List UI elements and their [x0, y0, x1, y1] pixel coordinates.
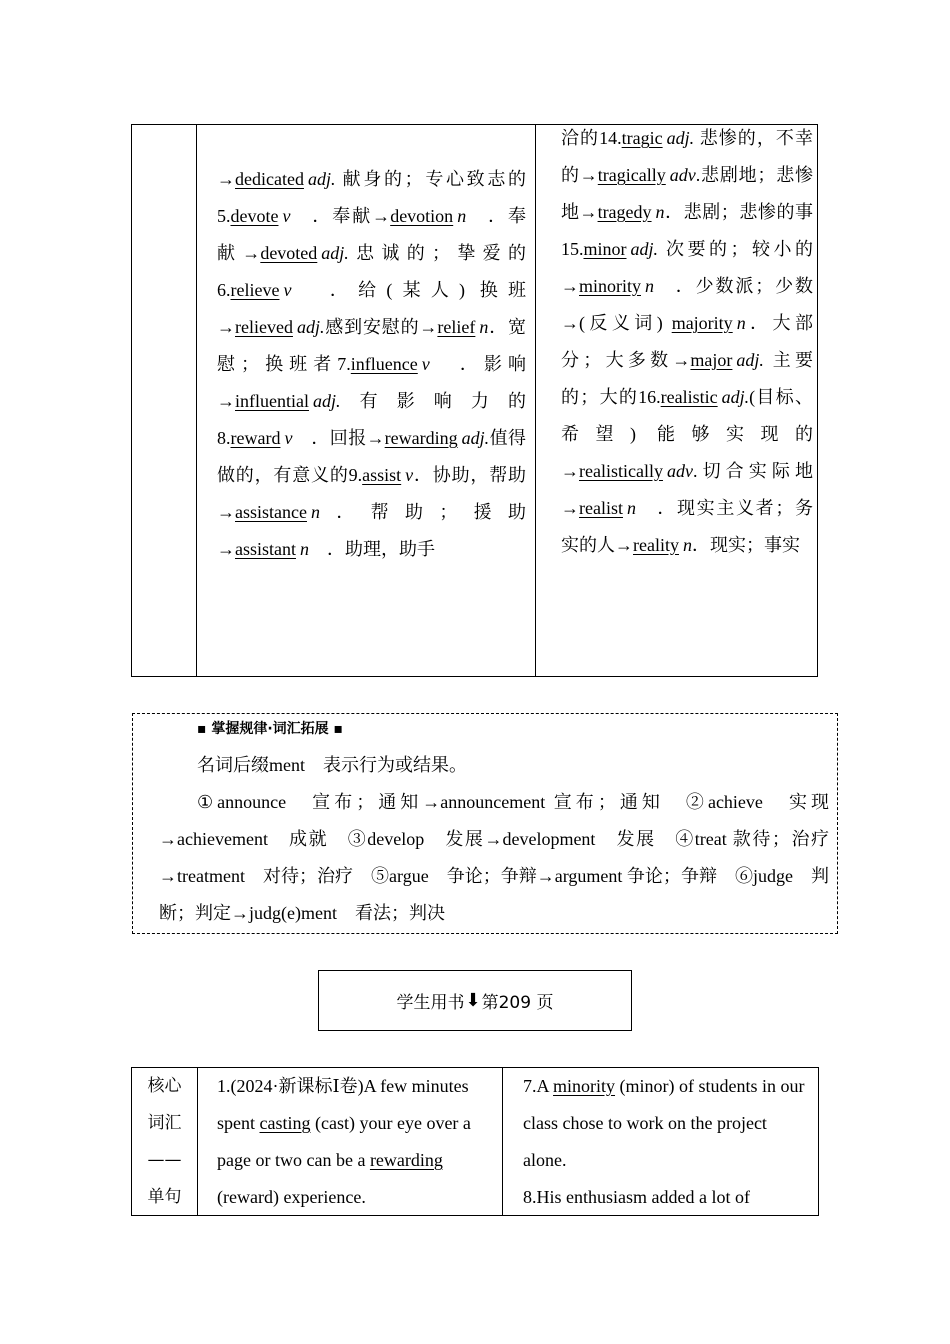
definition: 献身的；专心致志的: [335, 169, 526, 189]
definition: ．悲剧；悲惨的事: [664, 202, 814, 222]
vocab-word: dedicated: [235, 169, 304, 189]
vocab-word: minor: [583, 239, 627, 259]
part-of-speech: adj.: [312, 391, 341, 411]
part-of-speech: v: [421, 354, 430, 374]
definition: 感到安慰的→: [324, 317, 438, 337]
part-of-speech: adj.: [461, 428, 490, 448]
column-divider: [196, 125, 197, 676]
entry-prefix: 5.: [217, 206, 231, 226]
entry-prefix: 6.: [217, 280, 231, 300]
part-of-speech: adj.: [307, 169, 336, 189]
sentence-text: (cast) your eye over a page or two can be a: [217, 1113, 471, 1170]
vocab-word: influential: [235, 391, 309, 411]
definition: 值得做的，有意义的: [217, 428, 527, 485]
part-of-speech: v: [283, 280, 292, 300]
entry-prefix: 9.: [348, 465, 363, 485]
vocab-entry: [260, 243, 526, 263]
vocab-word: minority: [579, 276, 641, 296]
column-divider: [535, 125, 536, 676]
vocab-entry: [561, 128, 599, 148]
vocab-word: relief: [437, 317, 476, 337]
core-vocab-table: [131, 1067, 819, 1216]
definition: ．影响→: [217, 354, 527, 411]
vocab-word: tragically: [597, 165, 666, 185]
vocab-word: devote: [230, 206, 279, 226]
definition: 忠诚的；挚爱的: [348, 243, 526, 263]
definition: ．助理，助手: [309, 539, 435, 559]
vocab-word: reward: [230, 428, 281, 448]
part-of-speech: n: [682, 535, 692, 555]
definition: 主要的；大的: [561, 350, 814, 407]
definition: 有影响力的: [340, 391, 526, 411]
vocab-word: realistic: [660, 387, 718, 407]
definition: ．帮助；援助→: [217, 502, 526, 559]
vocab-entry: [217, 428, 385, 448]
vocab-word: influence: [350, 354, 418, 374]
part-of-speech: n: [655, 202, 665, 222]
down-arrow-icon: ⬇: [465, 990, 481, 1011]
sentence-text: (reward) experience.: [217, 1187, 366, 1207]
part-of-speech: adj.: [736, 350, 764, 370]
core-label-line: 单句: [147, 1187, 182, 1207]
vocab-word: devoted: [260, 243, 318, 263]
vocab-word: tragic: [621, 128, 663, 148]
part-of-speech: n: [479, 317, 489, 337]
vocab-entry: [217, 280, 526, 300]
definition: ．少数派；少数→(反义词): [561, 276, 813, 333]
part-of-speech: n: [626, 498, 636, 518]
rule-heading: ▪ 掌握规律·词汇拓展 ▪: [197, 721, 344, 737]
answer-word: casting: [259, 1113, 311, 1133]
page-reference-box: [318, 970, 632, 1031]
sentence-text: 7.A: [523, 1076, 554, 1096]
vocab-word: realist: [579, 498, 623, 518]
part-of-speech: n: [300, 539, 309, 559]
definition: ．现实主义者；务实的人→: [561, 498, 813, 555]
vocab-word: relieve: [230, 280, 280, 300]
vocab-word: realistically: [579, 461, 663, 481]
vocab-word: major: [690, 350, 733, 370]
definition: ．协助，帮助→: [217, 465, 527, 522]
vocab-entry: [235, 539, 435, 559]
part-of-speech: adv: [669, 165, 696, 185]
core-label-line: ——: [147, 1150, 182, 1170]
part-of-speech: adj.: [296, 317, 325, 337]
definition: ．回报→: [292, 428, 385, 448]
entry-prefix: 15.: [561, 239, 584, 259]
vocab-word: assist: [362, 465, 402, 485]
rule-intro: 名词后缀ment 表示行为或结果。: [197, 755, 467, 775]
vocab-entry: [598, 202, 813, 222]
answer-word: minority: [553, 1076, 616, 1096]
vocab-entry: [217, 206, 390, 226]
vocab-word: devotion: [390, 206, 454, 226]
vocab-table: [131, 124, 818, 677]
vocab-entry: [633, 535, 800, 555]
part-of-speech: adv: [666, 461, 693, 481]
definition: ．宽慰；换班者: [217, 317, 527, 374]
vocab-column-right: [561, 120, 813, 564]
part-of-speech: n: [310, 502, 320, 522]
rule-examples: ①announce 宣布；通知→announcement 宣布；通知 ②achieve 实现→achievement 成就 ③develop 发展→development 发展 ④treat 款待；治疗→treatment 对待；治疗 ⑤argue 争论；争辩→argument 争论；争辩 ⑥judge 判断；判定→judg(e)ment 看法；判决: [159, 792, 829, 923]
sentence-text: (minor) of students in our class chose to work on the project alone.: [523, 1076, 805, 1170]
definition: 洽的: [561, 128, 600, 148]
entry-prefix: 16.: [638, 387, 661, 407]
entry-prefix: 14.: [599, 128, 622, 148]
entry-prefix: →: [217, 317, 235, 337]
part-of-speech: adj.: [666, 128, 695, 148]
sentence-text: 8.His enthusiasm added a lot of: [523, 1187, 750, 1207]
core-sentence-7: [523, 1068, 809, 1216]
part-of-speech: v: [284, 428, 293, 448]
part-of-speech: adj.: [321, 243, 349, 263]
answer-word: rewarding: [369, 1150, 443, 1170]
definition: 悲惨的，不幸的→: [561, 128, 813, 185]
definition: .悲剧地；悲惨地→: [561, 165, 814, 222]
definition: ．现实；事实: [691, 535, 800, 555]
rule-box: [132, 713, 838, 934]
vocab-word: tragedy: [597, 202, 652, 222]
vocab-word: majority: [671, 313, 733, 333]
core-label-line: 词汇: [147, 1113, 182, 1133]
vocab-word: reality: [633, 535, 679, 555]
vocab-word: assistance: [235, 502, 307, 522]
part-of-speech: v: [282, 206, 291, 226]
definition: (目标、希望) 能够实现的→: [561, 387, 814, 481]
vocab-word: relieved: [235, 317, 293, 337]
part-of-speech: n: [736, 313, 746, 333]
part-of-speech: n: [645, 276, 654, 296]
part-of-speech: adj.: [721, 387, 750, 407]
core-label: [132, 1068, 197, 1216]
sentence-text: 1.(2024·新课标Ⅰ卷)A few minutes spent: [217, 1076, 469, 1133]
entry-prefix: →: [217, 169, 235, 189]
definition: ．奉献→: [217, 206, 527, 263]
part-of-speech: v: [405, 465, 414, 485]
definition: ．奉献→: [290, 206, 391, 226]
column-divider: [502, 1068, 503, 1215]
part-of-speech: adj.: [630, 239, 659, 259]
vocab-entry: [235, 391, 526, 411]
part-of-speech: n: [457, 206, 467, 226]
definition: ．给(某人) 换班: [291, 280, 526, 300]
core-sentence-1: [217, 1068, 497, 1216]
vocab-entry: [217, 317, 437, 337]
vocab-word: assistant: [235, 539, 296, 559]
entry-prefix: 7.: [337, 354, 351, 374]
definition: 次要的；较小的→: [561, 239, 813, 296]
core-label-line: 核心: [147, 1076, 182, 1096]
definition: ．大部分；大多数→: [561, 313, 813, 370]
page-ref-number: 第209 页: [481, 993, 554, 1013]
page-ref-label: 学生用书: [396, 993, 465, 1013]
vocab-entry: [217, 169, 526, 189]
entry-prefix: 8.: [217, 428, 231, 448]
vocab-word: rewarding: [384, 428, 458, 448]
vocab-column-middle: [217, 161, 526, 568]
column-divider: [197, 1068, 198, 1215]
definition: .切合实际地→: [561, 461, 813, 518]
